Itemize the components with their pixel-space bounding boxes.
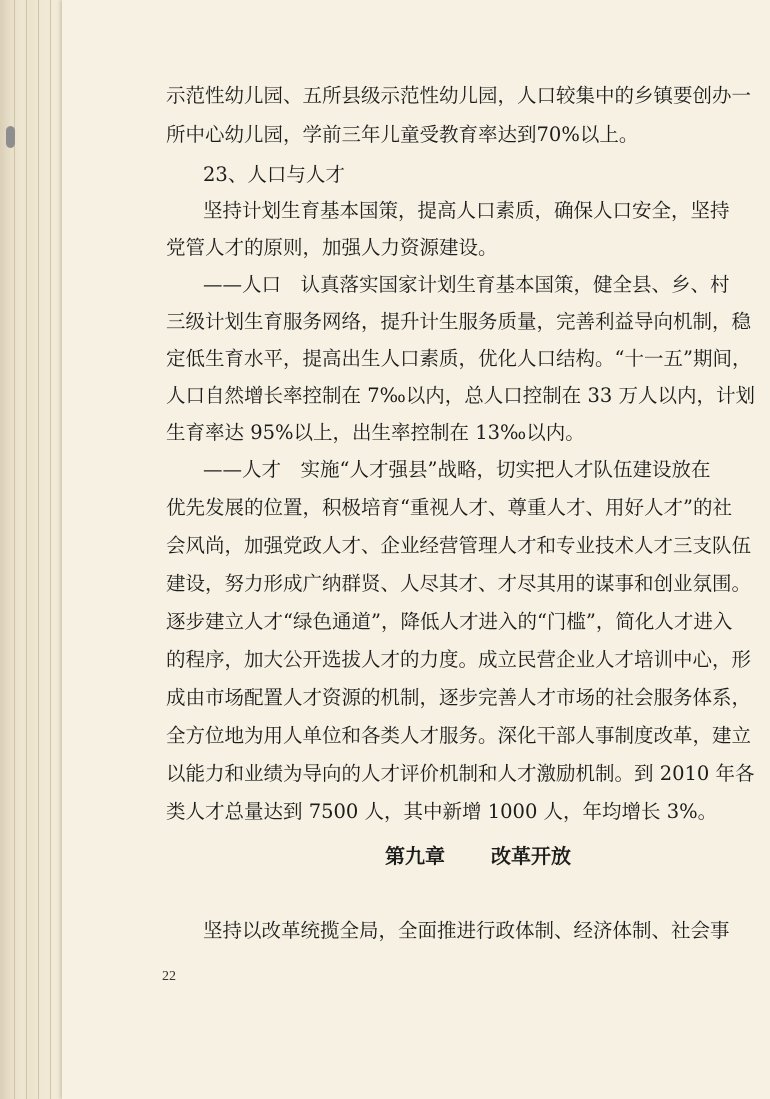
body-line: 优先发展的位置，积极培育“重视人才、尊重人才、用好人才”的社 [166, 496, 732, 519]
page-edge-line [50, 0, 51, 1099]
body-line: 所中心幼儿园，学前三年儿童受教育率达到70%以上。 [166, 123, 639, 146]
page-number: 22 [162, 969, 176, 984]
body-line: 全方位地为用人单位和各类人才服务。深化干部人事制度改革，建立 [166, 724, 752, 747]
chapter-number: 第九章 [385, 844, 445, 868]
chapter-heading [385, 837, 571, 875]
body-line: 类人才总量达到 7500 人，其中新增 1000 人，年均增长 3%。 [166, 800, 718, 823]
binding-hole-mark [6, 126, 15, 148]
body-line: 成由市场配置人才资源的机制，逐步完善人才市场的社会服务体系， [166, 686, 752, 709]
page-stack-edge [0, 0, 70, 1099]
paragraph-first-line: 坚持计划生育基本国策，提高人口素质，确保人口安全，坚持 [203, 199, 730, 222]
body-line: 人口自然增长率控制在 7‰以内，总人口控制在 33 万人以内，计划 [166, 384, 755, 407]
page-edge-line [38, 0, 39, 1099]
body-line: 建设，努力形成广纳群贤、人尽其才、才尽其用的谋事和创业氛围。 [166, 572, 752, 595]
page-edge-line [14, 0, 15, 1099]
body-line: 的程序，加大公开选拔人才的力度。成立民营企业人才培训中心，形 [166, 648, 752, 671]
chapter-title: 改革开放 [491, 844, 571, 868]
paragraph-first-line: ——人才 实施“人才强县”战略，切实把人才队伍建设放在 [203, 458, 711, 481]
body-line: 示范性幼儿园、五所县级示范性幼儿园，人口较集中的乡镇要创办一 [166, 84, 752, 107]
paragraph-first-line: ——人口 认真落实国家计划生育基本国策，健全县、乡、村 [203, 273, 730, 296]
body-line: 以能力和业绩为导向的人才评价机制和人才激励机制。到 2010 年各 [166, 762, 755, 785]
body-line: 党管人才的原则，加强人力资源建设。 [166, 236, 498, 259]
section-heading: 23、人口与人才 [203, 163, 345, 186]
body-line: 逐步建立人才“绿色通道”，降低人才进入的“门槛”，简化人才进入 [166, 610, 733, 633]
body-line: 生育率达 95%以上，出生率控制在 13‰以内。 [166, 421, 585, 444]
body-line: 定低生育水平，提高出生人口素质，优化人口结构。“十一五”期间， [166, 347, 752, 370]
body-line: 三级计划生育服务网络，提升计生服务质量，完善利益导向机制，稳 [166, 310, 752, 333]
page-edge-line [26, 0, 27, 1099]
body-line: 会风尚，加强党政人才、企业经营管理人才和专业技术人才三支队伍 [166, 534, 752, 557]
paragraph-first-line: 坚持以改革统揽全局，全面推进行政体制、经济体制、社会事 [203, 919, 730, 942]
